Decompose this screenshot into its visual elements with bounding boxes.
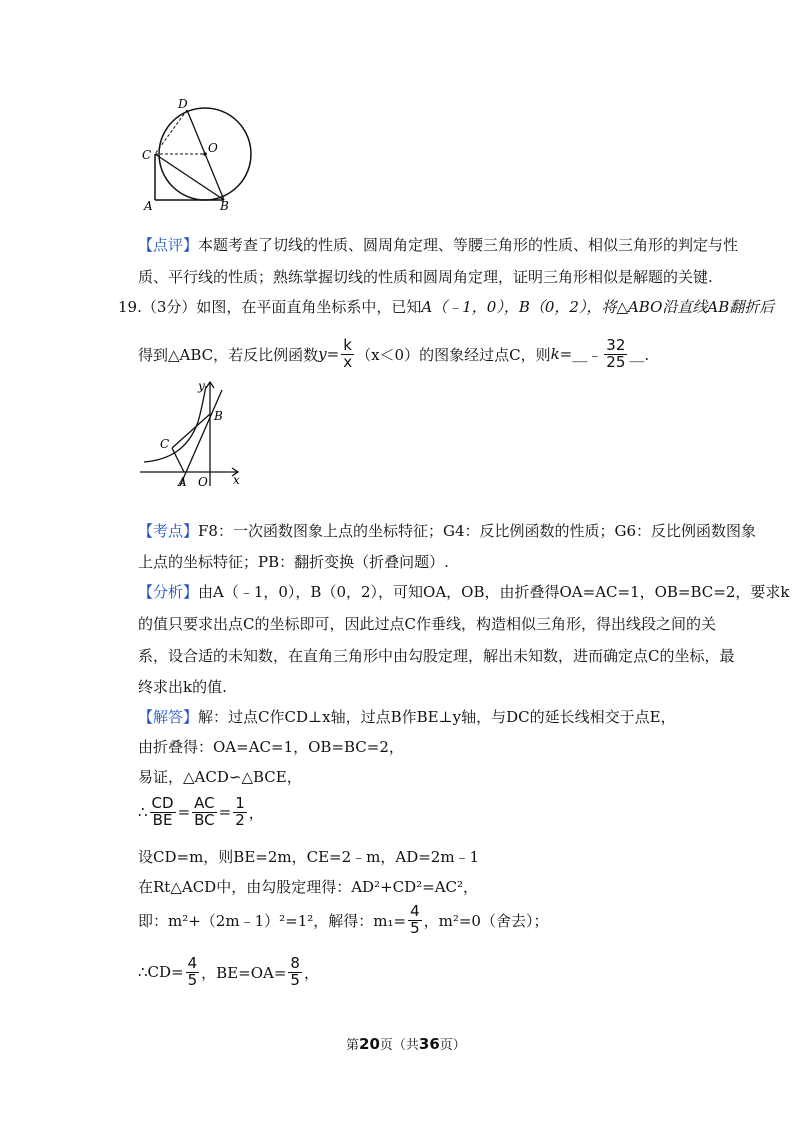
- fenxi-tag: 【分析】: [138, 583, 199, 601]
- jieda-line-6: 在Rt△ACD中，由勾股定理得：AD²+CD²=AC²，: [138, 878, 479, 896]
- label-o: O: [208, 141, 218, 155]
- label-x: x: [233, 473, 240, 487]
- q19-line-1: 19.（3分）如图，在平面直角坐标系中，已知A（﹣1，0），B（0，2），将△ABO沿直线AB翻折后: [118, 298, 775, 316]
- page-footer: 第20页（共36页）: [346, 1035, 466, 1053]
- fenxi-line-4: 终求出k的值.: [138, 678, 227, 696]
- review-line-2: 质、平行线的性质；熟练掌握切线的性质和圆周角定理，证明三角形相似是解题的关键.: [138, 268, 713, 286]
- label-c: C: [142, 148, 152, 162]
- review-line-1: 【点评】本题考查了切线的性质、圆周角定理、等腰三角形的性质、相似三角形的判定与性: [138, 236, 739, 254]
- jieda-line-2: 由折叠得：OA=AC=1，OB=BC=2，: [138, 738, 404, 756]
- review-tag: 【点评】: [138, 236, 199, 254]
- jieda-line-7: 即：m²+（2m﹣1）²=1²，解得：m₁= $\frac{4}{5}$ ，m²=0（舍去）；: [138, 902, 549, 937]
- label-d: D: [178, 97, 188, 111]
- q19-line-2: 得到△ABC，若反比例函数 y= $\frac{k}{x}$ （x＜0）的图象经过点C，则 k= ＿ ﹣ $\frac{32}{25}$ ＿.: [138, 336, 650, 371]
- answer-blank: ＿ ﹣ $\frac{32}{25}$ ＿.: [572, 336, 650, 371]
- label-b2: B: [214, 409, 223, 423]
- jieda-line-8: ∴CD= $\frac{4}{5}$ ，BE=OA= $\frac{8}{5}$ ，: [138, 954, 319, 989]
- label-o2: O: [198, 475, 208, 489]
- fenxi-line-2: 的值只要求出点C的坐标即可，因此过点C作垂线，构造相似三角形，得出线段之间的关: [138, 615, 716, 633]
- label-y: y: [198, 379, 205, 393]
- label-a: A: [144, 199, 153, 212]
- kaodian-tag: 【考点】: [138, 522, 199, 540]
- circle-figure: [140, 92, 260, 212]
- label-a2: A: [178, 475, 187, 489]
- jieda-line-5: 设CD=m，则BE=2m，CE=2﹣m，AD=2m﹣1: [138, 848, 480, 866]
- jieda-ratio: ∴ $\frac{CD}{BE}$ = $\frac{AC}{BC}$ = $\frac{1}{2}$ ，: [138, 794, 264, 829]
- label-c2: C: [160, 437, 170, 451]
- coordinate-figure: [138, 378, 248, 490]
- fenxi-line-3: 系，设合适的未知数，在直角三角形中由勾股定理，解出未知数，进而确定点C的坐标，最: [138, 647, 735, 665]
- kaodian-line-1: 【考点】F8：一次函数图象上点的坐标特征；G4：反比例函数的性质；G6：反比例函数图象: [138, 522, 757, 540]
- fenxi-line-1: 【分析】由A（﹣1，0），B（0，2），可知OA，OB，由折叠得OA=AC=1，OB=BC=2，要求k: [138, 583, 790, 601]
- jieda-tag: 【解答】: [138, 708, 199, 726]
- jieda-line-3: 易证，△ACD∽△BCE，: [138, 768, 302, 786]
- jieda-line-1: 【解答】解：过点C作CD⊥x轴，过点B作BE⊥y轴，与DC的延长线相交于点E，: [138, 708, 676, 726]
- label-b: B: [220, 199, 229, 212]
- kaodian-line-2: 上点的坐标特征；PB：翻折变换（折叠问题）.: [138, 553, 449, 571]
- page-total: 36: [418, 1035, 440, 1053]
- page-number: 20: [359, 1035, 380, 1053]
